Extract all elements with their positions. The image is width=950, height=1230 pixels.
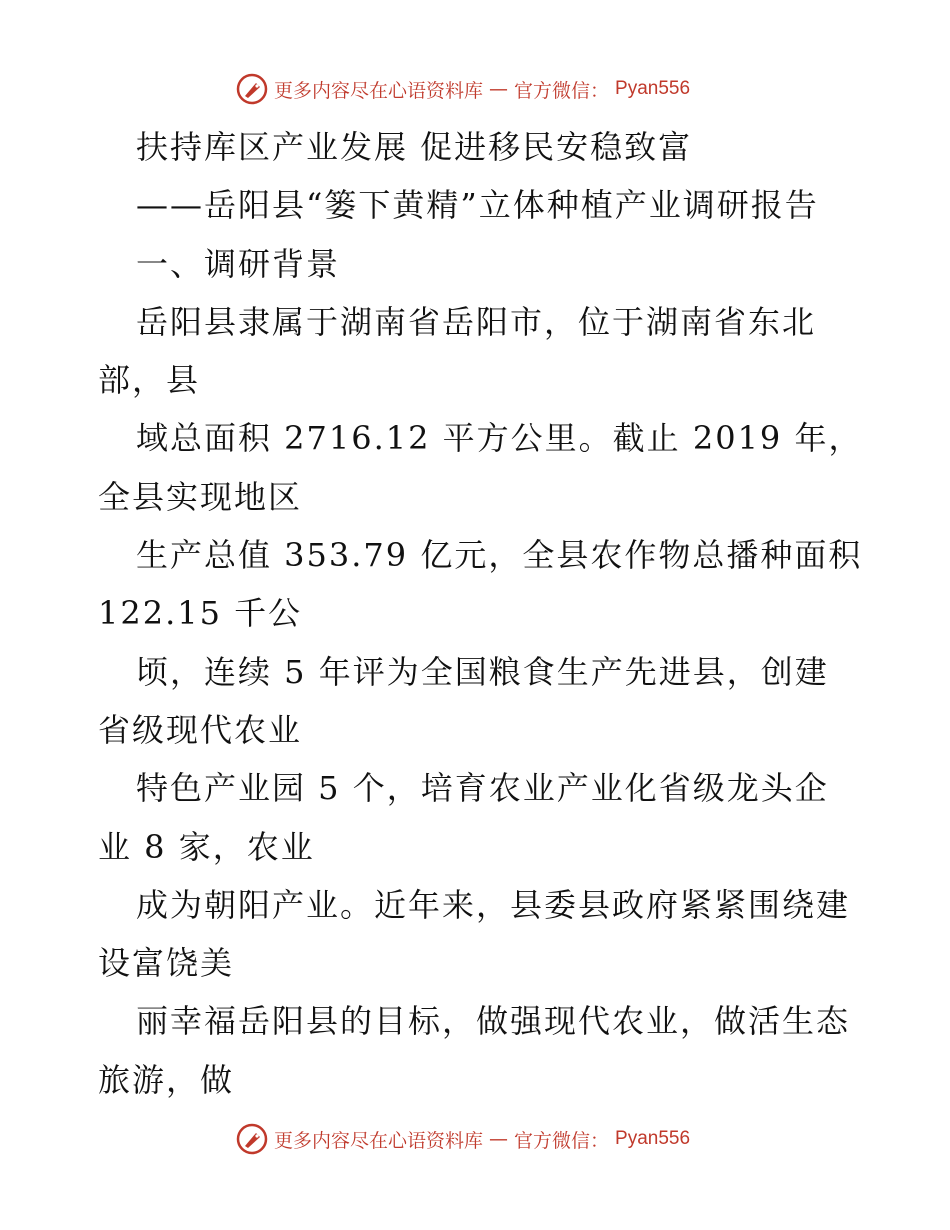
pen-nib-logo-icon xyxy=(236,1123,268,1155)
watermark-site-text: 更多内容尽在心语资料库 xyxy=(274,79,484,102)
paragraph-line: 丽幸福岳阳县的目标，做强现代农业，做活生态 xyxy=(136,1002,851,1041)
document-body xyxy=(98,118,863,1109)
paragraph-line: 旅游，做 xyxy=(98,1060,235,1099)
header-watermark xyxy=(236,72,690,106)
paragraph-line: 部，县 xyxy=(98,361,201,400)
paragraph-line: 生产总值 353.79 亿元，全县农作物总播种面积 xyxy=(136,536,863,575)
footer-watermark xyxy=(236,1122,690,1156)
paragraph-line: 全县实现地区 xyxy=(98,477,303,516)
paragraph-line: 122.15 千公 xyxy=(98,594,303,633)
paragraph-line: 域总面积 2716.12 平方公里。截止 2019 年， xyxy=(136,419,863,458)
paragraph-line: 省级现代农业 xyxy=(98,710,303,749)
watermark-wechat-id: Pyan556 xyxy=(615,1128,691,1149)
document-title: 扶持库区产业发展 促进移民安稳致富 xyxy=(136,128,693,166)
watermark-wechat-label: 官方微信： xyxy=(514,79,610,102)
watermark-wechat-label: 官方微信： xyxy=(514,1129,610,1152)
watermark-wechat-id: Pyan556 xyxy=(615,78,691,99)
paragraph-line: 特色产业园 5 个，培育农业产业化省级龙头企 xyxy=(136,769,829,808)
pen-nib-logo-icon xyxy=(236,73,268,105)
section-heading: 一、调研背景 xyxy=(136,244,341,283)
paragraph-line: 成为朝阳产业。近年来，县委县政府紧紧围绕建 xyxy=(136,885,851,924)
paragraph-line: 业 8 家，农业 xyxy=(98,827,315,866)
paragraph-line: 设富饶美 xyxy=(98,944,235,983)
watermark-dash: — xyxy=(489,78,509,100)
watermark-site-text: 更多内容尽在心语资料库 xyxy=(274,1129,484,1152)
paragraph-line: 岳阳县隶属于湖南省岳阳市，位于湖南省东北 xyxy=(136,302,817,341)
watermark-dash: — xyxy=(489,1128,509,1150)
paragraph-line: 顷，连续 5 年评为全国粮食生产先进县，创建 xyxy=(136,652,829,691)
document-subtitle: ——岳阳县“篓下黄精”立体种植产业调研报告 xyxy=(136,186,819,225)
